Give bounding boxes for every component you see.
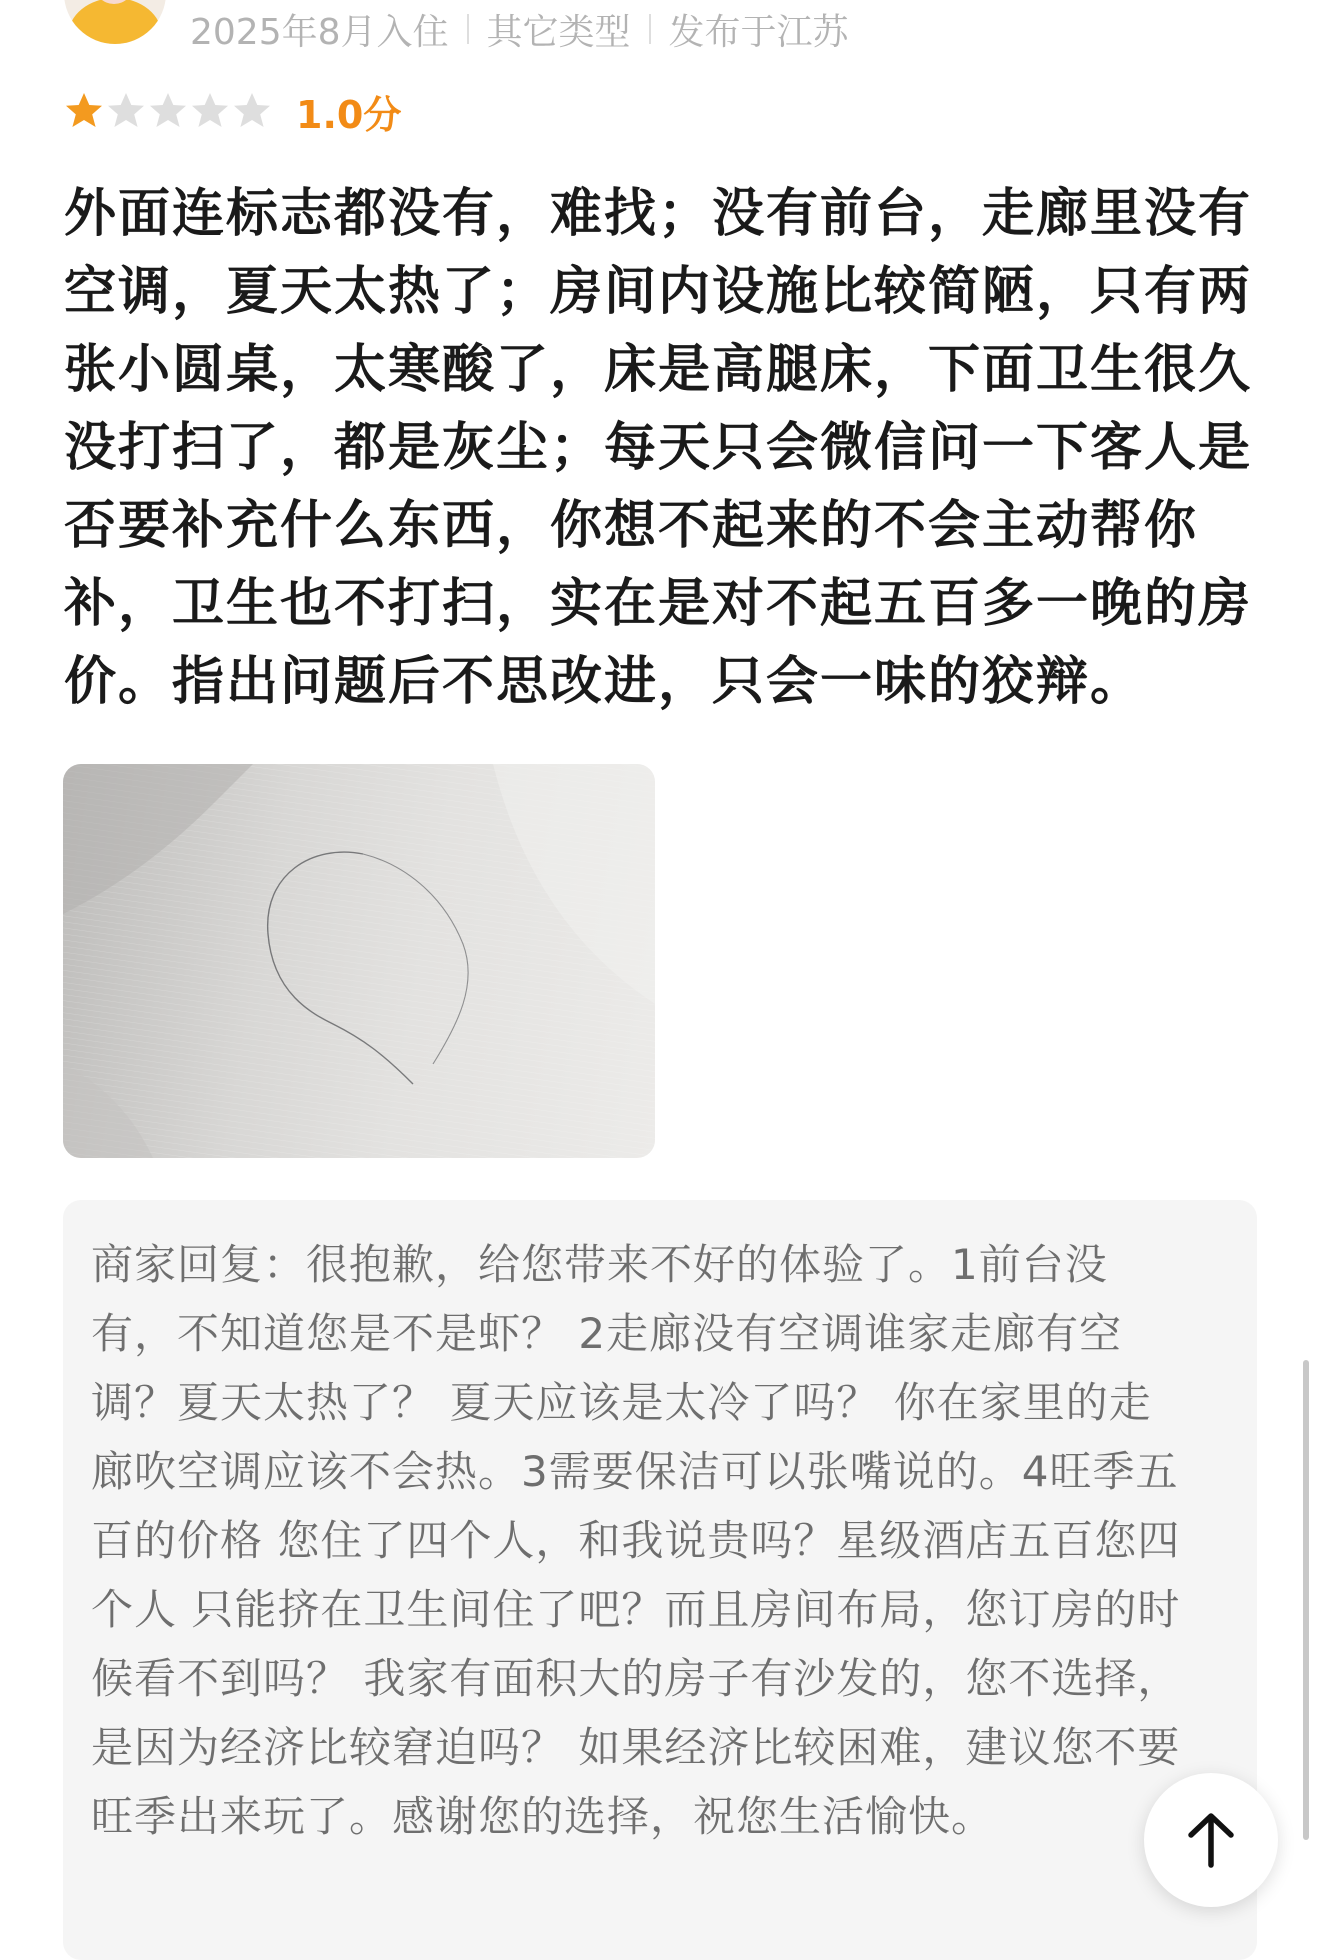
star-empty-icon bbox=[232, 91, 272, 131]
star-filled-icon bbox=[64, 91, 104, 131]
published-location: 发布于江苏 bbox=[668, 11, 849, 53]
meta-divider bbox=[467, 14, 469, 44]
meta-divider bbox=[649, 14, 651, 44]
star-empty-icon bbox=[106, 91, 146, 131]
room-type: 其它类型 bbox=[486, 11, 631, 53]
merchant-reply-text: 商家回复：很抱歉，给您带来不好的体验了。1前台没有，不知道您是不是虾？ 2走廊没有空调谁家走廊有空调？夏天太热了？ 夏天应该是太冷了吗？ 你在家里的走廊吹空调应该不会热。3需要保洁可以张嘴说的。4旺季五百的价格 您住了四个人，和我说贵吗？星级酒店五百您四个人 只能挤在卫生间住了吧？而且房间布局，您订房的时候看不到吗？ 我家有面积大的房子有沙发的，您不选择，是因为经济比较窘迫吗？ 如果经济比较困难，建议您不要旺季出来玩了。感谢您的选择，祝您生活愉快。 bbox=[91, 1240, 1181, 1841]
star-rating bbox=[64, 84, 401, 138]
merchant-reply-box bbox=[63, 1200, 1257, 1960]
star-empty-icon bbox=[148, 91, 188, 131]
scrollbar[interactable] bbox=[1303, 1360, 1309, 1840]
star-empty-icon bbox=[190, 91, 230, 131]
rating-score: 1.0分 bbox=[296, 92, 402, 137]
review-meta bbox=[190, 2, 849, 56]
stay-date: 2025年8月入住 bbox=[190, 11, 449, 53]
stars-row bbox=[64, 91, 274, 131]
arrow-up-icon bbox=[1185, 1811, 1237, 1869]
review-photo[interactable] bbox=[63, 764, 655, 1158]
back-to-top-button[interactable] bbox=[1144, 1773, 1278, 1907]
review-text: 外面连标志都没有，难找；没有前台，走廊里没有空调，夏天太热了；房间内设施比较简陋，只有两张小圆桌，太寒酸了，床是高腿床，下面卫生很久没打扫了，都是灰尘；每天只会微信问一下客人是否要补充什么东西，你想不起来的不会主动帮你补，卫生也不打扫，实在是对不起五百多一晚的房价。指出问题后不思改进，只会一味的狡辩。 bbox=[64, 184, 1253, 712]
bedsheet-with-hair-photo bbox=[63, 764, 655, 1158]
reviewer-avatar[interactable] bbox=[64, 0, 166, 44]
